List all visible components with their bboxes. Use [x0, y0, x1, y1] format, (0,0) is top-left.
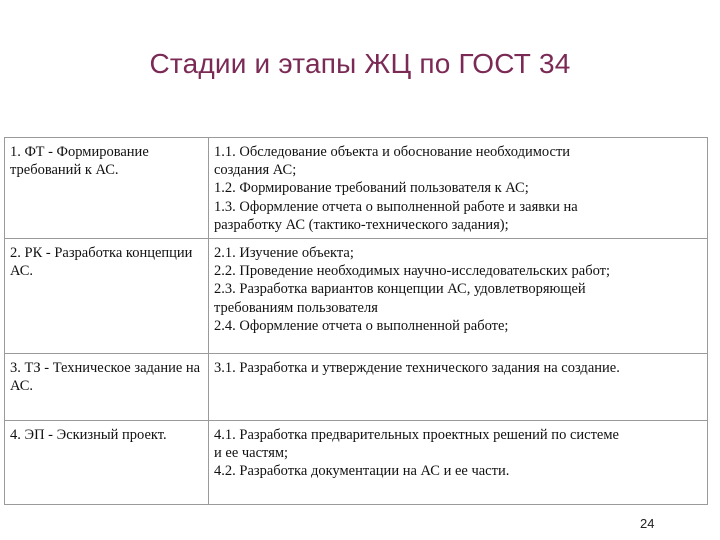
steps-cell — [209, 239, 708, 354]
table-row — [5, 138, 708, 239]
table-row — [5, 239, 708, 354]
step-line: 4.2. Разработка документации на АС и ее части. — [214, 463, 510, 480]
page-number: 24 — [640, 516, 655, 531]
stage-cell: 3. ТЗ - Техническое задание на АС. — [5, 354, 209, 421]
step-line: 1.3. Оформление отчета о выполненной работе и заявки на — [214, 198, 578, 215]
step-line: 1.1. Обследование объекта и обоснование необходимости — [214, 144, 571, 160]
step-line: и ее частям; — [214, 445, 289, 462]
slide-title: Стадии и этапы ЖЦ по ГОСТ 34 — [149, 48, 571, 79]
step-line: 3.1. Разработка и утверждение технического задания на создание. — [214, 360, 620, 377]
step-line: 2.3. Разработка вариантов концепции АС, удовлетворяющей — [214, 281, 586, 298]
table-row — [5, 354, 708, 421]
step-line: 2.2. Проведение необходимых научно-исследовательских работ; — [214, 263, 610, 280]
steps-cell — [209, 354, 708, 421]
stage-cell: 2. РК - Разработка концепции АС. — [5, 239, 209, 354]
stage-cell: 4. ЭП - Эскизный проект. — [5, 421, 209, 505]
table-row — [5, 421, 708, 505]
step-line: требованиям пользователя — [214, 299, 378, 316]
stages-table — [4, 137, 708, 505]
step-line: создания АС; — [214, 162, 297, 179]
step-line: 2.4. Оформление отчета о выполненной работе; — [214, 317, 509, 334]
step-line: 1.2. Формирование требований пользователя к АС; — [214, 180, 529, 197]
stage-cell: 1. ФТ - Формирование требований к АС. — [5, 138, 209, 239]
steps-cell — [209, 421, 708, 505]
step-line: разработку АС (тактико-технического задания); — [214, 216, 509, 233]
step-line: 4.1. Разработка предварительных проектных решений по системе — [214, 427, 619, 444]
steps-cell — [209, 138, 708, 239]
step-line: 2.1. Изучение объекта; — [214, 245, 354, 262]
